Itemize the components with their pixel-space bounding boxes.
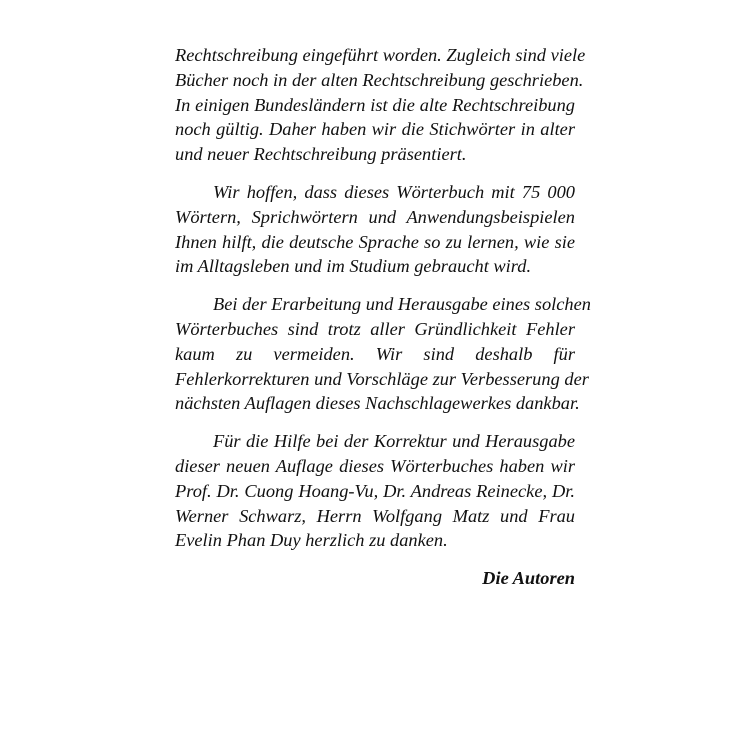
text-line: Ihnen hilft, die deutsche Sprache so zu lernen, wie sie [175, 231, 575, 252]
text-line: Für die Hilfe bei der Korrektur und Herausgabe [213, 431, 575, 452]
text-line: Wörtern, Sprichwörtern und Anwendungsbeispielen [175, 206, 575, 227]
text-line: kaum zu vermeiden. Wir sind deshalb für [175, 343, 575, 364]
text-line: im Alltagsleben und im Studium gebraucht wird. [175, 256, 532, 277]
text-line: Bei der Erarbeitung und Herausgabe eines solchen [213, 294, 591, 315]
text-line: Wir hoffen, dass dieses Wörterbuch mit 75 000 [213, 181, 575, 202]
text-line: Wörterbuches sind trotz aller Gründlichkeit Fehler [175, 318, 575, 339]
text-line: Rechtschreibung eingeführt worden. Zugleich sind viele [175, 45, 586, 65]
text-line: In einigen Bundesländern ist die alte Rechtschreibung [175, 94, 575, 115]
text-line: nächsten Auflagen dieses Nachschlagewerkes dankbar. [175, 393, 580, 414]
text-line: Fehlerkorrekturen und Vorschläge zur Verbesserung der [175, 368, 589, 389]
text-line: Werner Schwarz, Herrn Wolfgang Matz und Frau [175, 505, 575, 526]
text-line: noch gültig. Daher haben wir die Stichwörter in alter [175, 119, 575, 140]
body-text [175, 43, 591, 591]
text-line: Prof. Dr. Cuong Hoang-Vu, Dr. Andreas Reinecke, Dr. [175, 480, 575, 501]
paragraph-3 [175, 292, 591, 416]
paragraph-1 [175, 43, 586, 167]
text-line: und neuer Rechtschreibung präsentiert. [175, 144, 467, 165]
text-line: dieser neuen Auflage dieses Wörterbuches haben wir [175, 455, 575, 476]
text-line: Evelin Phan Duy herzlich zu danken. [175, 530, 448, 551]
paragraph-4 [175, 429, 575, 553]
signature: Die Autoren [482, 568, 575, 589]
paragraph-2 [175, 180, 575, 279]
text-line: Bücher noch in der alten Rechtschreibung geschrieben. [175, 69, 584, 90]
